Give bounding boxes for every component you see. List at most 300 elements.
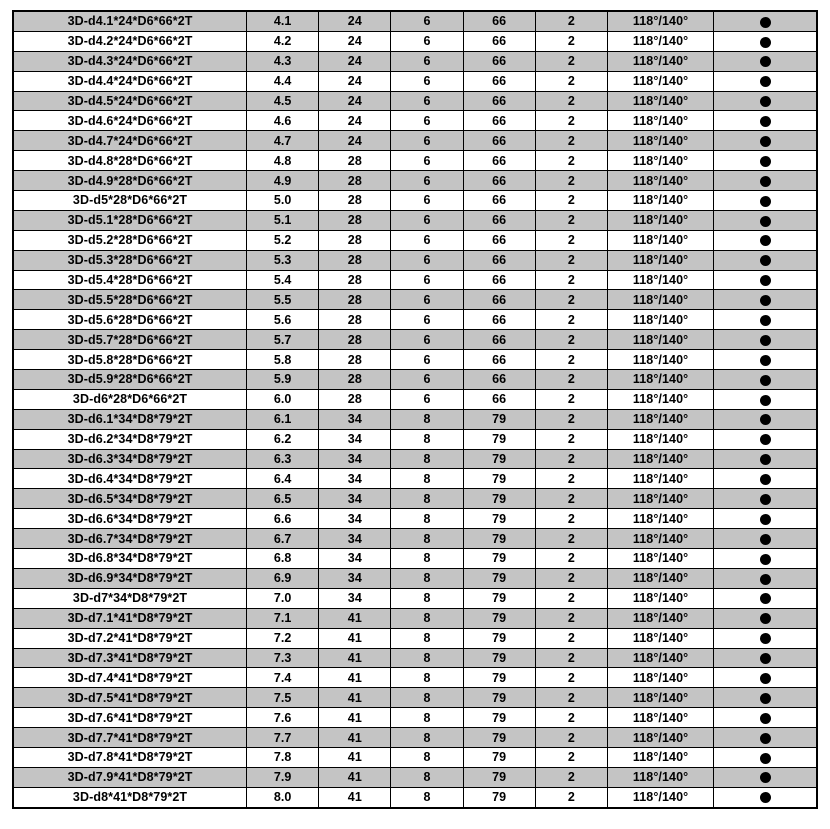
flute-length-cell: 34 xyxy=(319,568,391,588)
stock-dot-icon xyxy=(760,56,771,67)
flutes-cell: 2 xyxy=(535,688,607,708)
flute-length-cell: 28 xyxy=(319,230,391,250)
overall-length-cell: 66 xyxy=(463,370,535,390)
table-row xyxy=(13,131,817,151)
flute-length-cell: 34 xyxy=(319,469,391,489)
model-cell: 3D-d5.4*28*D6*66*2T xyxy=(13,270,247,290)
model-cell: 3D-d7.5*41*D8*79*2T xyxy=(13,688,247,708)
point-angle-cell: 118°/140° xyxy=(607,728,713,748)
stock-dot-icon xyxy=(760,593,771,604)
point-angle-cell: 118°/140° xyxy=(607,688,713,708)
stock-dot-icon xyxy=(760,414,771,425)
overall-length-cell: 79 xyxy=(463,529,535,549)
diameter-cell: 7.1 xyxy=(247,608,319,628)
shank-cell: 8 xyxy=(391,529,463,549)
model-cell: 3D-d5.2*28*D6*66*2T xyxy=(13,230,247,250)
model-cell: 3D-d4.5*24*D6*66*2T xyxy=(13,91,247,111)
flutes-cell: 2 xyxy=(535,449,607,469)
overall-length-cell: 66 xyxy=(463,91,535,111)
shank-cell: 8 xyxy=(391,787,463,807)
stock-dot-icon xyxy=(760,673,771,684)
flute-length-cell: 28 xyxy=(319,310,391,330)
diameter-cell: 6.7 xyxy=(247,529,319,549)
stock-dot-icon xyxy=(760,355,771,366)
flute-length-cell: 41 xyxy=(319,747,391,767)
table-row xyxy=(13,668,817,688)
table-row xyxy=(13,330,817,350)
shank-cell: 8 xyxy=(391,509,463,529)
diameter-cell: 7.3 xyxy=(247,648,319,668)
stock-cell xyxy=(714,549,817,569)
flute-length-cell: 34 xyxy=(319,549,391,569)
flutes-cell: 2 xyxy=(535,270,607,290)
shank-cell: 8 xyxy=(391,728,463,748)
point-angle-cell: 118°/140° xyxy=(607,290,713,310)
diameter-cell: 7.9 xyxy=(247,767,319,787)
flute-length-cell: 28 xyxy=(319,389,391,409)
overall-length-cell: 66 xyxy=(463,51,535,71)
overall-length-cell: 79 xyxy=(463,787,535,807)
flute-length-cell: 24 xyxy=(319,91,391,111)
flute-length-cell: 24 xyxy=(319,51,391,71)
flutes-cell: 2 xyxy=(535,409,607,429)
overall-length-cell: 66 xyxy=(463,210,535,230)
flute-length-cell: 28 xyxy=(319,250,391,270)
stock-dot-icon xyxy=(760,395,771,406)
flute-length-cell: 41 xyxy=(319,608,391,628)
table-row xyxy=(13,688,817,708)
table-row xyxy=(13,171,817,191)
model-cell: 3D-d4.7*24*D6*66*2T xyxy=(13,131,247,151)
stock-cell xyxy=(714,489,817,509)
stock-dot-icon xyxy=(760,574,771,585)
drill-spec-table xyxy=(12,10,818,809)
point-angle-cell: 118°/140° xyxy=(607,111,713,131)
table-row xyxy=(13,270,817,290)
overall-length-cell: 79 xyxy=(463,608,535,628)
point-angle-cell: 118°/140° xyxy=(607,708,713,728)
shank-cell: 8 xyxy=(391,549,463,569)
flute-length-cell: 34 xyxy=(319,409,391,429)
stock-cell xyxy=(714,389,817,409)
overall-length-cell: 79 xyxy=(463,489,535,509)
spec-table-body xyxy=(13,11,817,808)
point-angle-cell: 118°/140° xyxy=(607,588,713,608)
shank-cell: 8 xyxy=(391,747,463,767)
stock-cell xyxy=(714,370,817,390)
flutes-cell: 2 xyxy=(535,131,607,151)
stock-dot-icon xyxy=(760,653,771,664)
stock-cell xyxy=(714,469,817,489)
point-angle-cell: 118°/140° xyxy=(607,191,713,211)
point-angle-cell: 118°/140° xyxy=(607,429,713,449)
flute-length-cell: 28 xyxy=(319,210,391,230)
point-angle-cell: 118°/140° xyxy=(607,51,713,71)
shank-cell: 6 xyxy=(391,350,463,370)
diameter-cell: 6.8 xyxy=(247,549,319,569)
table-row xyxy=(13,31,817,51)
point-angle-cell: 118°/140° xyxy=(607,171,713,191)
shank-cell: 6 xyxy=(391,151,463,171)
flutes-cell: 2 xyxy=(535,350,607,370)
shank-cell: 6 xyxy=(391,131,463,151)
flutes-cell: 2 xyxy=(535,747,607,767)
flute-length-cell: 34 xyxy=(319,529,391,549)
stock-cell xyxy=(714,171,817,191)
point-angle-cell: 118°/140° xyxy=(607,210,713,230)
flute-length-cell: 34 xyxy=(319,429,391,449)
flutes-cell: 2 xyxy=(535,171,607,191)
overall-length-cell: 79 xyxy=(463,449,535,469)
shank-cell: 6 xyxy=(391,330,463,350)
flutes-cell: 2 xyxy=(535,91,607,111)
diameter-cell: 8.0 xyxy=(247,787,319,807)
shank-cell: 8 xyxy=(391,668,463,688)
stock-cell xyxy=(714,747,817,767)
table-row xyxy=(13,230,817,250)
overall-length-cell: 66 xyxy=(463,191,535,211)
table-row xyxy=(13,71,817,91)
model-cell: 3D-d6.7*34*D8*79*2T xyxy=(13,529,247,549)
stock-dot-icon xyxy=(760,554,771,565)
point-angle-cell: 118°/140° xyxy=(607,509,713,529)
flutes-cell: 2 xyxy=(535,628,607,648)
point-angle-cell: 118°/140° xyxy=(607,648,713,668)
flute-length-cell: 28 xyxy=(319,151,391,171)
diameter-cell: 6.0 xyxy=(247,389,319,409)
shank-cell: 8 xyxy=(391,688,463,708)
model-cell: 3D-d7.7*41*D8*79*2T xyxy=(13,728,247,748)
table-row xyxy=(13,250,817,270)
flutes-cell: 2 xyxy=(535,588,607,608)
overall-length-cell: 66 xyxy=(463,290,535,310)
diameter-cell: 6.1 xyxy=(247,409,319,429)
flutes-cell: 2 xyxy=(535,71,607,91)
stock-cell xyxy=(714,330,817,350)
diameter-cell: 5.8 xyxy=(247,350,319,370)
point-angle-cell: 118°/140° xyxy=(607,131,713,151)
diameter-cell: 4.1 xyxy=(247,11,319,31)
model-cell: 3D-d5.3*28*D6*66*2T xyxy=(13,250,247,270)
diameter-cell: 6.2 xyxy=(247,429,319,449)
flute-length-cell: 34 xyxy=(319,489,391,509)
diameter-cell: 6.9 xyxy=(247,568,319,588)
model-cell: 3D-d6.6*34*D8*79*2T xyxy=(13,509,247,529)
overall-length-cell: 79 xyxy=(463,509,535,529)
overall-length-cell: 66 xyxy=(463,250,535,270)
stock-dot-icon xyxy=(760,136,771,147)
point-angle-cell: 118°/140° xyxy=(607,787,713,807)
stock-dot-icon xyxy=(760,176,771,187)
shank-cell: 8 xyxy=(391,409,463,429)
shank-cell: 6 xyxy=(391,111,463,131)
model-cell: 3D-d4.4*24*D6*66*2T xyxy=(13,71,247,91)
diameter-cell: 5.1 xyxy=(247,210,319,230)
shank-cell: 6 xyxy=(391,31,463,51)
shank-cell: 6 xyxy=(391,270,463,290)
flutes-cell: 2 xyxy=(535,11,607,31)
flutes-cell: 2 xyxy=(535,250,607,270)
model-cell: 3D-d5.5*28*D6*66*2T xyxy=(13,290,247,310)
stock-dot-icon xyxy=(760,216,771,227)
diameter-cell: 5.7 xyxy=(247,330,319,350)
model-cell: 3D-d6.8*34*D8*79*2T xyxy=(13,549,247,569)
overall-length-cell: 79 xyxy=(463,648,535,668)
point-angle-cell: 118°/140° xyxy=(607,389,713,409)
overall-length-cell: 79 xyxy=(463,568,535,588)
overall-length-cell: 79 xyxy=(463,728,535,748)
point-angle-cell: 118°/140° xyxy=(607,11,713,31)
stock-dot-icon xyxy=(760,454,771,465)
table-row xyxy=(13,588,817,608)
table-row xyxy=(13,210,817,230)
stock-dot-icon xyxy=(760,76,771,87)
diameter-cell: 7.8 xyxy=(247,747,319,767)
table-row xyxy=(13,747,817,767)
flute-length-cell: 34 xyxy=(319,509,391,529)
point-angle-cell: 118°/140° xyxy=(607,310,713,330)
diameter-cell: 5.6 xyxy=(247,310,319,330)
overall-length-cell: 66 xyxy=(463,350,535,370)
overall-length-cell: 66 xyxy=(463,71,535,91)
diameter-cell: 5.4 xyxy=(247,270,319,290)
shank-cell: 8 xyxy=(391,628,463,648)
stock-dot-icon xyxy=(760,235,771,246)
diameter-cell: 7.5 xyxy=(247,688,319,708)
flutes-cell: 2 xyxy=(535,668,607,688)
model-cell: 3D-d6*28*D6*66*2T xyxy=(13,389,247,409)
shank-cell: 8 xyxy=(391,767,463,787)
flute-length-cell: 24 xyxy=(319,31,391,51)
point-angle-cell: 118°/140° xyxy=(607,568,713,588)
stock-dot-icon xyxy=(760,713,771,724)
flutes-cell: 2 xyxy=(535,429,607,449)
model-cell: 3D-d7.1*41*D8*79*2T xyxy=(13,608,247,628)
model-cell: 3D-d5.9*28*D6*66*2T xyxy=(13,370,247,390)
flutes-cell: 2 xyxy=(535,787,607,807)
shank-cell: 6 xyxy=(391,370,463,390)
overall-length-cell: 66 xyxy=(463,270,535,290)
table-row xyxy=(13,449,817,469)
model-cell: 3D-d7*34*D8*79*2T xyxy=(13,588,247,608)
stock-cell xyxy=(714,509,817,529)
stock-cell xyxy=(714,31,817,51)
stock-cell xyxy=(714,91,817,111)
stock-dot-icon xyxy=(760,494,771,505)
shank-cell: 6 xyxy=(391,171,463,191)
point-angle-cell: 118°/140° xyxy=(607,549,713,569)
point-angle-cell: 118°/140° xyxy=(607,370,713,390)
flutes-cell: 2 xyxy=(535,728,607,748)
point-angle-cell: 118°/140° xyxy=(607,230,713,250)
flutes-cell: 2 xyxy=(535,648,607,668)
stock-dot-icon xyxy=(760,733,771,744)
point-angle-cell: 118°/140° xyxy=(607,250,713,270)
model-cell: 3D-d4.6*24*D6*66*2T xyxy=(13,111,247,131)
shank-cell: 6 xyxy=(391,310,463,330)
flutes-cell: 2 xyxy=(535,210,607,230)
stock-cell xyxy=(714,350,817,370)
point-angle-cell: 118°/140° xyxy=(607,449,713,469)
model-cell: 3D-d7.6*41*D8*79*2T xyxy=(13,708,247,728)
shank-cell: 6 xyxy=(391,11,463,31)
shank-cell: 8 xyxy=(391,568,463,588)
overall-length-cell: 79 xyxy=(463,469,535,489)
stock-cell xyxy=(714,111,817,131)
stock-cell xyxy=(714,230,817,250)
table-row xyxy=(13,509,817,529)
table-row xyxy=(13,409,817,429)
diameter-cell: 6.5 xyxy=(247,489,319,509)
model-cell: 3D-d6.9*34*D8*79*2T xyxy=(13,568,247,588)
shank-cell: 8 xyxy=(391,449,463,469)
table-row xyxy=(13,489,817,509)
overall-length-cell: 79 xyxy=(463,767,535,787)
flutes-cell: 2 xyxy=(535,310,607,330)
model-cell: 3D-d4.2*24*D6*66*2T xyxy=(13,31,247,51)
stock-dot-icon xyxy=(760,534,771,545)
point-angle-cell: 118°/140° xyxy=(607,151,713,171)
table-row xyxy=(13,191,817,211)
stock-cell xyxy=(714,290,817,310)
table-row xyxy=(13,608,817,628)
flutes-cell: 2 xyxy=(535,151,607,171)
model-cell: 3D-d4.9*28*D6*66*2T xyxy=(13,171,247,191)
stock-cell xyxy=(714,409,817,429)
overall-length-cell: 79 xyxy=(463,549,535,569)
diameter-cell: 5.5 xyxy=(247,290,319,310)
overall-length-cell: 66 xyxy=(463,330,535,350)
table-row xyxy=(13,151,817,171)
model-cell: 3D-d5.6*28*D6*66*2T xyxy=(13,310,247,330)
point-angle-cell: 118°/140° xyxy=(607,350,713,370)
model-cell: 3D-d4.1*24*D6*66*2T xyxy=(13,11,247,31)
flute-length-cell: 28 xyxy=(319,270,391,290)
stock-cell xyxy=(714,529,817,549)
table-row xyxy=(13,708,817,728)
stock-cell xyxy=(714,668,817,688)
stock-cell xyxy=(714,449,817,469)
flute-length-cell: 28 xyxy=(319,350,391,370)
overall-length-cell: 66 xyxy=(463,31,535,51)
shank-cell: 8 xyxy=(391,489,463,509)
table-row xyxy=(13,728,817,748)
stock-cell xyxy=(714,568,817,588)
shank-cell: 8 xyxy=(391,588,463,608)
stock-cell xyxy=(714,250,817,270)
flutes-cell: 2 xyxy=(535,767,607,787)
shank-cell: 6 xyxy=(391,389,463,409)
overall-length-cell: 66 xyxy=(463,111,535,131)
diameter-cell: 5.2 xyxy=(247,230,319,250)
model-cell: 3D-d6.3*34*D8*79*2T xyxy=(13,449,247,469)
model-cell: 3D-d6.4*34*D8*79*2T xyxy=(13,469,247,489)
point-angle-cell: 118°/140° xyxy=(607,608,713,628)
flute-length-cell: 41 xyxy=(319,688,391,708)
diameter-cell: 6.6 xyxy=(247,509,319,529)
flutes-cell: 2 xyxy=(535,509,607,529)
overall-length-cell: 66 xyxy=(463,11,535,31)
stock-cell xyxy=(714,151,817,171)
diameter-cell: 5.3 xyxy=(247,250,319,270)
stock-cell xyxy=(714,429,817,449)
diameter-cell: 7.4 xyxy=(247,668,319,688)
overall-length-cell: 79 xyxy=(463,628,535,648)
flutes-cell: 2 xyxy=(535,31,607,51)
flute-length-cell: 34 xyxy=(319,449,391,469)
shank-cell: 8 xyxy=(391,648,463,668)
stock-cell xyxy=(714,11,817,31)
model-cell: 3D-d5.8*28*D6*66*2T xyxy=(13,350,247,370)
shank-cell: 8 xyxy=(391,708,463,728)
flutes-cell: 2 xyxy=(535,608,607,628)
overall-length-cell: 79 xyxy=(463,668,535,688)
stock-dot-icon xyxy=(760,613,771,624)
model-cell: 3D-d7.9*41*D8*79*2T xyxy=(13,767,247,787)
shank-cell: 6 xyxy=(391,250,463,270)
stock-dot-icon xyxy=(760,295,771,306)
stock-dot-icon xyxy=(760,116,771,127)
overall-length-cell: 66 xyxy=(463,310,535,330)
shank-cell: 6 xyxy=(391,51,463,71)
table-row xyxy=(13,787,817,807)
point-angle-cell: 118°/140° xyxy=(607,270,713,290)
model-cell: 3D-d4.8*28*D6*66*2T xyxy=(13,151,247,171)
table-row xyxy=(13,549,817,569)
flutes-cell: 2 xyxy=(535,568,607,588)
diameter-cell: 6.3 xyxy=(247,449,319,469)
flute-length-cell: 24 xyxy=(319,131,391,151)
diameter-cell: 7.6 xyxy=(247,708,319,728)
stock-dot-icon xyxy=(760,17,771,28)
flutes-cell: 2 xyxy=(535,51,607,71)
point-angle-cell: 118°/140° xyxy=(607,767,713,787)
overall-length-cell: 79 xyxy=(463,588,535,608)
stock-cell xyxy=(714,767,817,787)
stock-dot-icon xyxy=(760,514,771,525)
overall-length-cell: 66 xyxy=(463,131,535,151)
flutes-cell: 2 xyxy=(535,489,607,509)
flutes-cell: 2 xyxy=(535,330,607,350)
stock-dot-icon xyxy=(760,693,771,704)
flute-length-cell: 24 xyxy=(319,71,391,91)
model-cell: 3D-d6.5*34*D8*79*2T xyxy=(13,489,247,509)
flute-length-cell: 28 xyxy=(319,191,391,211)
table-row xyxy=(13,350,817,370)
diameter-cell: 4.2 xyxy=(247,31,319,51)
stock-cell xyxy=(714,51,817,71)
shank-cell: 6 xyxy=(391,290,463,310)
stock-dot-icon xyxy=(760,753,771,764)
stock-cell xyxy=(714,628,817,648)
overall-length-cell: 79 xyxy=(463,708,535,728)
diameter-cell: 7.0 xyxy=(247,588,319,608)
model-cell: 3D-d5.7*28*D6*66*2T xyxy=(13,330,247,350)
diameter-cell: 4.9 xyxy=(247,171,319,191)
stock-cell xyxy=(714,270,817,290)
stock-dot-icon xyxy=(760,772,771,783)
diameter-cell: 4.4 xyxy=(247,71,319,91)
model-cell: 3D-d5.1*28*D6*66*2T xyxy=(13,210,247,230)
diameter-cell: 5.9 xyxy=(247,370,319,390)
diameter-cell: 4.3 xyxy=(247,51,319,71)
stock-cell xyxy=(714,787,817,807)
flute-length-cell: 41 xyxy=(319,668,391,688)
point-angle-cell: 118°/140° xyxy=(607,489,713,509)
table-row xyxy=(13,469,817,489)
stock-cell xyxy=(714,608,817,628)
flutes-cell: 2 xyxy=(535,549,607,569)
